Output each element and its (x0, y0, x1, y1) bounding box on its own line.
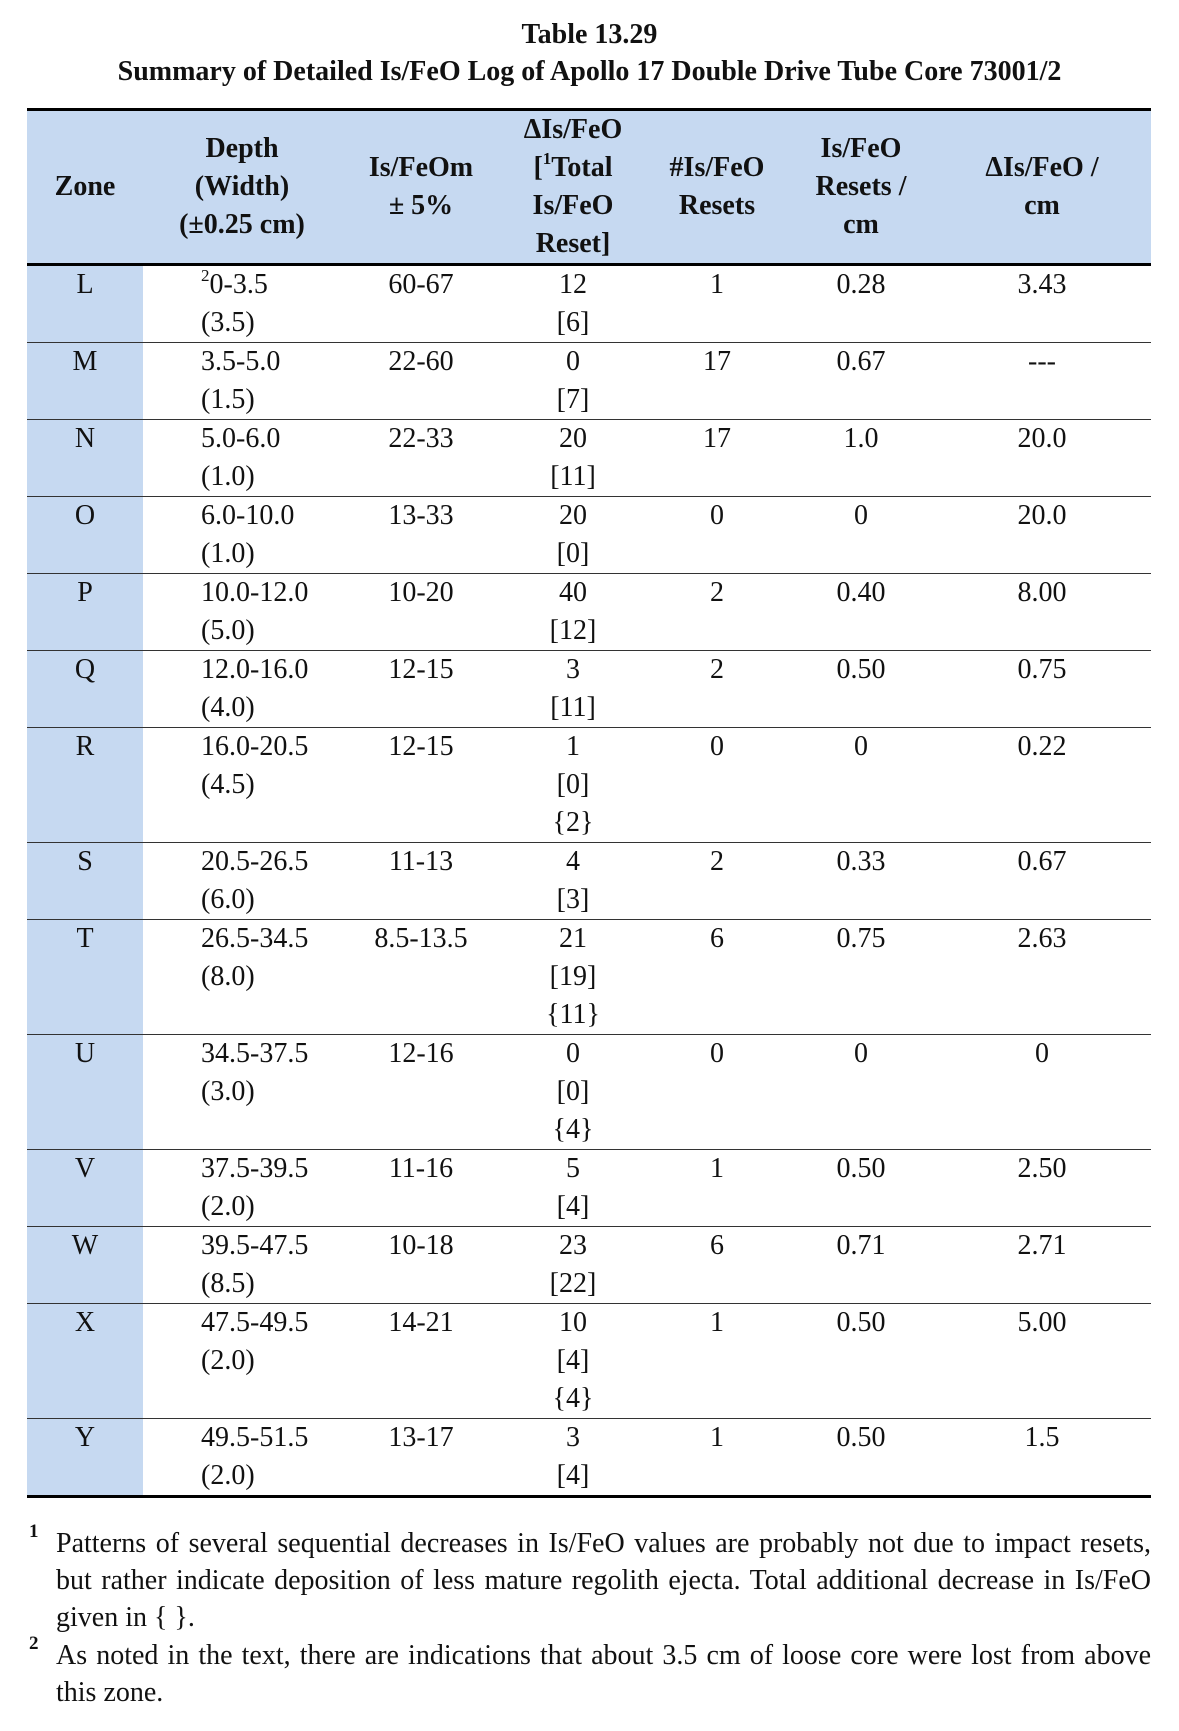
depth-width: (1.0) (201, 461, 255, 492)
resets-cell: 2 (645, 843, 789, 920)
delta-isfeo-cell: 23 [22] (501, 1227, 645, 1304)
depth-range: 0-3.5 (209, 269, 268, 300)
table-row (27, 1304, 1151, 1419)
depth-cell (143, 843, 341, 920)
table-title: Table 13.29 (521, 19, 658, 50)
depth-width: (5.0) (201, 615, 255, 646)
depth-range: 12.0-16.0 (201, 654, 309, 685)
depth-cell (143, 651, 341, 728)
footnote-mark: 2 (29, 1633, 39, 1654)
footnote-text: As noted in the text, there are indications that about 3.5 cm of loose core were lost from above this zone. (56, 1640, 1151, 1708)
header-isfeom: Is/FeOm ± 5% (341, 110, 501, 265)
delta-isfeo-cell: 4 [3] (501, 843, 645, 920)
table-row (27, 1419, 1151, 1497)
resets-cell: 2 (645, 651, 789, 728)
table-row (27, 1035, 1151, 1150)
delta-isfeo-cell: 21 [19] {11} (501, 920, 645, 1035)
resets-per-cm-cell: 0.33 (789, 843, 933, 920)
depth-range: 6.0-10.0 (201, 500, 295, 531)
zone-cell: U (27, 1035, 143, 1150)
footnote-ref: 2 (201, 265, 210, 285)
isfeom-cell: 22-33 (341, 420, 501, 497)
resets-per-cm-cell: 0.75 (789, 920, 933, 1035)
delta-isfeo-cell: 0 [0] {4} (501, 1035, 645, 1150)
resets-cell: 1 (645, 1304, 789, 1419)
depth-cell (143, 920, 341, 1035)
depth-range: 26.5-34.5 (201, 923, 309, 954)
zone-cell: S (27, 843, 143, 920)
delta-per-cm-cell: 3.43 (933, 265, 1151, 343)
isfeom-cell: 10-20 (341, 574, 501, 651)
isfeom-cell: 22-60 (341, 343, 501, 420)
header-resets-per-cm: Is/FeO Resets / cm (789, 110, 933, 265)
depth-range: 16.0-20.5 (201, 731, 309, 762)
table-row (27, 497, 1151, 574)
footnotes (27, 1521, 1151, 1712)
depth-cell (143, 574, 341, 651)
isfeom-cell: 13-33 (341, 497, 501, 574)
resets-per-cm-cell: 0 (789, 497, 933, 574)
footnote-mark: 1 (29, 1521, 39, 1542)
table-row (27, 1150, 1151, 1227)
depth-range: 10.0-12.0 (201, 577, 309, 608)
depth-width: (1.0) (201, 538, 255, 569)
delta-isfeo-cell: 3 [11] (501, 651, 645, 728)
depth-range: 39.5-47.5 (201, 1230, 309, 1261)
resets-per-cm-cell: 0.67 (789, 343, 933, 420)
zone-cell: V (27, 1150, 143, 1227)
table-body (27, 265, 1151, 1497)
depth-cell (143, 1227, 341, 1304)
depth-range: 5.0-6.0 (201, 423, 281, 454)
resets-cell: 0 (645, 1035, 789, 1150)
resets-cell: 17 (645, 343, 789, 420)
depth-range: 37.5-39.5 (201, 1153, 309, 1184)
header-row (27, 110, 1151, 265)
delta-per-cm-cell: 0.75 (933, 651, 1151, 728)
table-row (27, 843, 1151, 920)
zone-cell: Q (27, 651, 143, 728)
zone-cell: W (27, 1227, 143, 1304)
delta-isfeo-cell: 3 [4] (501, 1419, 645, 1497)
depth-cell (143, 1035, 341, 1150)
delta-per-cm-cell: 1.5 (933, 1419, 1151, 1497)
resets-cell: 2 (645, 574, 789, 651)
resets-cell: 1 (645, 1150, 789, 1227)
zone-cell: N (27, 420, 143, 497)
depth-cell (143, 1150, 341, 1227)
depth-width: (8.0) (201, 961, 255, 992)
delta-isfeo-cell: 40 [12] (501, 574, 645, 651)
delta-per-cm-cell: 2.50 (933, 1150, 1151, 1227)
delta-per-cm-cell: 5.00 (933, 1304, 1151, 1419)
footnote-text: Patterns of several sequential decreases in Is/FeO values are probably not due to impact resets, but rather indicate deposition of less mature regolith ejecta. Total additional decrease in Is/FeO given in { }. (56, 1528, 1151, 1633)
delta-isfeo-cell: 5 [4] (501, 1150, 645, 1227)
delta-per-cm-cell: 0.22 (933, 728, 1151, 843)
delta-isfeo-cell: 12 [6] (501, 265, 645, 343)
depth-width: (2.0) (201, 1191, 255, 1222)
delta-per-cm-cell: 20.0 (933, 497, 1151, 574)
depth-width: (6.0) (201, 884, 255, 915)
depth-cell (143, 1304, 341, 1419)
depth-width: (3.5) (201, 307, 255, 338)
zone-cell: P (27, 574, 143, 651)
isfeom-cell: 12-15 (341, 728, 501, 843)
depth-cell (143, 728, 341, 843)
delta-per-cm-cell: 0 (933, 1035, 1151, 1150)
resets-per-cm-cell: 0.50 (789, 651, 933, 728)
depth-range: 3.5-5.0 (201, 346, 281, 377)
depth-width: (2.0) (201, 1460, 255, 1491)
depth-cell (143, 420, 341, 497)
delta-per-cm-cell: 20.0 (933, 420, 1151, 497)
delta-isfeo-cell: 1 [0] {2} (501, 728, 645, 843)
depth-width: (4.0) (201, 692, 255, 723)
delta-per-cm-cell: 8.00 (933, 574, 1151, 651)
resets-per-cm-cell: 0 (789, 1035, 933, 1150)
header-delta-isfeo: ΔIs/FeO [$^1$Total Is/FeO Reset] (501, 110, 645, 265)
delta-per-cm-cell: 2.71 (933, 1227, 1151, 1304)
zone-cell: T (27, 920, 143, 1035)
depth-width: (1.5) (201, 384, 255, 415)
depth-width: (8.5) (201, 1268, 255, 1299)
resets-cell: 6 (645, 1227, 789, 1304)
depth-range: 47.5-49.5 (201, 1307, 309, 1338)
resets-per-cm-cell: 0.40 (789, 574, 933, 651)
footnote-ref: 1 (542, 148, 552, 168)
resets-cell: 1 (645, 1419, 789, 1497)
table-row (27, 343, 1151, 420)
delta-per-cm-cell: 2.63 (933, 920, 1151, 1035)
footnote (27, 1521, 1151, 1636)
depth-range: 34.5-37.5 (201, 1038, 309, 1069)
resets-per-cm-cell: 0.71 (789, 1227, 933, 1304)
isfeom-cell: 60-67 (341, 265, 501, 343)
table-row (27, 920, 1151, 1035)
resets-cell: 6 (645, 920, 789, 1035)
resets-per-cm-cell: 0.28 (789, 265, 933, 343)
depth-cell (143, 265, 341, 343)
delta-isfeo-cell: 10 [4] {4} (501, 1304, 645, 1419)
table-row (27, 265, 1151, 343)
isfeom-cell: 11-16 (341, 1150, 501, 1227)
resets-cell: 0 (645, 728, 789, 843)
zone-cell: R (27, 728, 143, 843)
resets-per-cm-cell: 0 (789, 728, 933, 843)
delta-isfeo-cell: 20 [11] (501, 420, 645, 497)
delta-isfeo-cell: 0 [7] (501, 343, 645, 420)
header-zone: Zone (27, 110, 143, 265)
isfeom-cell: 12-15 (341, 651, 501, 728)
depth-width: (2.0) (201, 1345, 255, 1376)
isfeom-cell: 14-21 (341, 1304, 501, 1419)
isfeom-cell: 13-17 (341, 1419, 501, 1497)
table-row (27, 420, 1151, 497)
depth-cell (143, 343, 341, 420)
table-row (27, 574, 1151, 651)
isfeom-cell: 12-16 (341, 1035, 501, 1150)
resets-per-cm-cell: 1.0 (789, 420, 933, 497)
resets-per-cm-cell: 0.50 (789, 1419, 933, 1497)
isfeom-cell: 11-13 (341, 843, 501, 920)
table-row (27, 728, 1151, 843)
zone-cell: Y (27, 1419, 143, 1497)
zone-cell: X (27, 1304, 143, 1419)
table-row (27, 651, 1151, 728)
data-table (27, 108, 1151, 1498)
resets-cell: 0 (645, 497, 789, 574)
depth-range: 49.5-51.5 (201, 1422, 309, 1453)
zone-cell: L (27, 265, 143, 343)
footnote (27, 1633, 1151, 1711)
header-depth: Depth (Width) (±0.25 cm) (143, 110, 341, 265)
zone-cell: M (27, 343, 143, 420)
depth-cell (143, 497, 341, 574)
depth-width: (3.0) (201, 1076, 255, 1107)
header-delta-per-cm: ΔIs/FeO / cm (933, 110, 1151, 265)
table-row (27, 1227, 1151, 1304)
header-resets: #Is/FeO Resets (645, 110, 789, 265)
depth-range: 20.5-26.5 (201, 846, 309, 877)
table-subtitle: Summary of Detailed Is/FeO Log of Apollo 17 Double Drive Tube Core 73001/2 (117, 56, 1062, 87)
depth-cell (143, 1419, 341, 1497)
resets-per-cm-cell: 0.50 (789, 1304, 933, 1419)
resets-per-cm-cell: 0.50 (789, 1150, 933, 1227)
delta-per-cm-cell: --- (933, 343, 1151, 420)
delta-per-cm-cell: 0.67 (933, 843, 1151, 920)
depth-width: (4.5) (201, 769, 255, 800)
resets-cell: 17 (645, 420, 789, 497)
resets-cell: 1 (645, 265, 789, 343)
isfeom-cell: 10-18 (341, 1227, 501, 1304)
zone-cell: O (27, 497, 143, 574)
isfeom-cell: 8.5-13.5 (341, 920, 501, 1035)
delta-isfeo-cell: 20 [0] (501, 497, 645, 574)
